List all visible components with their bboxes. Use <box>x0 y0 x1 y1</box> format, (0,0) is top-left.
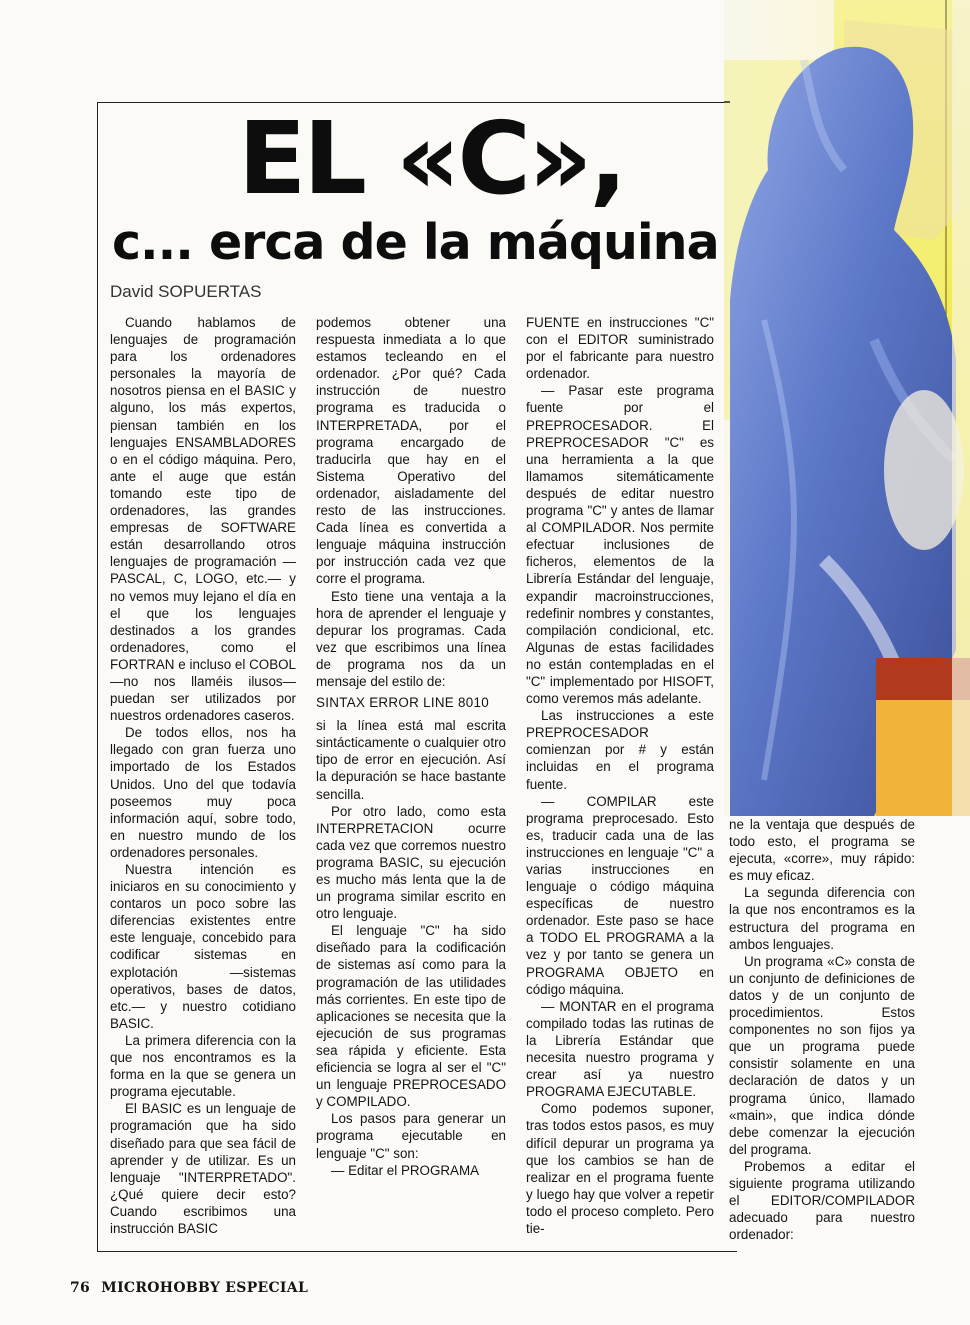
paragraph: Un programa «C» consta de un conjunto de definiciones de datos y de un conjunto de procedimientos. Estos componentes no son fijos ya que un programa puede consistir solamente en una declaración de datos y un programa único, llamado «main», que indica dónde debe comenzar la ejecución del programa. <box>729 953 915 1157</box>
paragraph: ne la ventaja que después de todo esto, el programa se ejecuta, «corre», muy rápido: es muy eficaz. <box>729 817 915 884</box>
paragraph: La segunda diferencia con la que nos encontramos es la estructura del programa en ambos lenguajes. <box>729 885 915 952</box>
code-sample: SINTAX ERROR LINE 8010 <box>316 695 490 711</box>
paragraph: podemos obtener una respuesta inmediata a lo que estamos tecleando en el ordenador. ¿Por qué? Cada instrucción de nuestro programa es traducida o INTERPRETADA, por el programa encargado de traducirla que hay en el Sistema Operativo del ordenador, aisladamente del resto de las instrucciones. Cada línea es convertida a lenguaje máquina instrucción por instrucción cada vez que corre el programa. <box>316 315 506 587</box>
text-column-3 <box>526 314 714 1246</box>
page-footer <box>70 1280 314 1296</box>
paragraph: — Pasar este programa fuente por el PREPROCESADOR. El PREPROCESADOR "C" es una herramienta a la que llamamos sitemáticamente después de editar nuestro programa "C" y antes de llamar al COMPILADOR. Nos permite efectuar inclusiones de ficheros, elementos de la Librería Estándar del lenguaje, expandir macroinstrucciones, redefinir nombres y constantes, compilación condicional, etc. Algunas de estas facilidades no están contempladas en el "C" implementado por HISOFT, como veremos más adelante. <box>526 383 714 707</box>
paragraph: El lenguaje "C" ha sido diseñado para la codificación de sistemas así como para la programación de las utilidades más corrientes. En este tipo de aplicaciones se necesita que la ejecución de sus programas sea rápida y eficiente. Esta eficiencia se logra al ser el "C" un lenguaje PREPROCESADO y COMPILADO. <box>316 923 506 1110</box>
paragraph: si la línea está mal escrita sintácticamente o cualquier otro tipo de error en ejecución. Así la depuración se hace bastante sencilla. <box>316 718 506 802</box>
text-column-4 <box>729 816 915 1250</box>
page-number: 76 <box>70 1280 91 1296</box>
paragraph: — Editar el PROGRAMA <box>331 1162 480 1178</box>
paragraph: La primera diferencia con la que nos encontramos es la forma en la que se genera un programa ejecutable. <box>110 1032 296 1100</box>
paragraph: — MONTAR en el programa compilado todas las rutinas de la Librería Estándar que necesita nuestro programa y crear así ya nuestro PROGRAMA EJECUTABLE. <box>526 998 714 1100</box>
paragraph: Como podemos suponer, tras todos estos pasos, es muy difícil depurar un programa ya que los cambios se han de realizar en el programa fuente y luego hay que volver a repetir todo el proceso completo. Pero tie- <box>526 1101 714 1236</box>
magazine-name: MICROHOBBY ESPECIAL <box>101 1280 309 1296</box>
paragraph: El BASIC es un lenguaje de programación que ha sido diseñado para que sea fácil de aprender y de utilizar. Es un lenguaje "INTERPRETADO". ¿Qué quiere decir esto? Cuando escribimos una instrucción BASIC <box>110 1101 296 1236</box>
paragraph: Esto tiene una ventaja a la hora de aprender el lenguaje y depurar los programas. Cada vez que escribimos una línea de programa nos da un mensaje del estilo de: <box>316 588 506 689</box>
author-byline: David SOPUERTAS <box>110 282 262 301</box>
text-column-1 <box>110 314 296 1246</box>
article-title: EL «C», <box>238 100 625 217</box>
paragraph: Las instrucciones a este PREPROCESADOR comienzan por # y están incluidas en el programa fuente. <box>526 708 714 792</box>
paragraph: Por otro lado, como esta INTERPRETACION ocurre cada vez que corremos nuestro programa BASIC, su ejecución es mucho más lenta que la de un programa similar escrito en otro lenguaje. <box>316 803 506 922</box>
paragraph: Los pasos para generar un programa ejecutable en lenguaje "C" son: <box>316 1111 506 1161</box>
paragraph: FUENTE en instrucciones "C" con el EDITOR suministrado por el fabricante para nuestro ordenador. <box>526 315 714 382</box>
paragraph: De todos ellos, nos ha llegado con gran fuerza uno importado de los Estados Unidos. Uno del que todavía poseemos muy poca información aquí, sobre todo, en nuestro mundo de los ordenadores personales. <box>110 725 296 860</box>
paragraph: Probemos a editar el siguiente programa utilizando el EDITOR/COMPILADOR adecuado para nuestro ordenador: <box>729 1158 915 1243</box>
paragraph: — COMPILAR este programa preprocesado. Esto es, traducir cada una de las instrucciones en lenguaje "C" a varias instrucciones en lenguaje o código máquina específicas de nuestro ordenador. Este paso se hace a TODO EL PROGRAMA a la vez y por tanto se genera un PROGRAMA OBJETO en código máquina. <box>526 793 714 997</box>
illustration-figure <box>724 0 970 816</box>
paragraph: Cuando hablamos de lenguajes de programación para los ordenadores personales la mayoría de nosotros piensa en el BASIC y alguno, los más expertos, piensan también en los lenguajes ENSAMBLADORES o en el código máquina. Pero, ante el auge que están tomando este tipo de ordenadores, las grandes empresas de SOFTWARE están desarrollando otros lenguajes de programación —PASCAL, C, LOGO, etc.— y no vemos muy lejano el día en el que los lenguajes destinados a los grandes ordenadores, como el FORTRAN e incluso el COBOL —no nos llaméis ilusos— puedan ser utilizados por nuestros ordenadores caseros. <box>110 315 296 724</box>
text-column-2 <box>316 314 506 1246</box>
paragraph: Nuestra intención es iniciaros en su conocimiento y contaros un poco sobre las diferencias existentes entre este lenguaje, concebido para codificar sistemas en explotación —sistemas operativos, bases de datos, etc.— y nuestro cotidiano BASIC. <box>110 862 296 1031</box>
article-subtitle: c... erca de la máquina <box>112 214 719 271</box>
